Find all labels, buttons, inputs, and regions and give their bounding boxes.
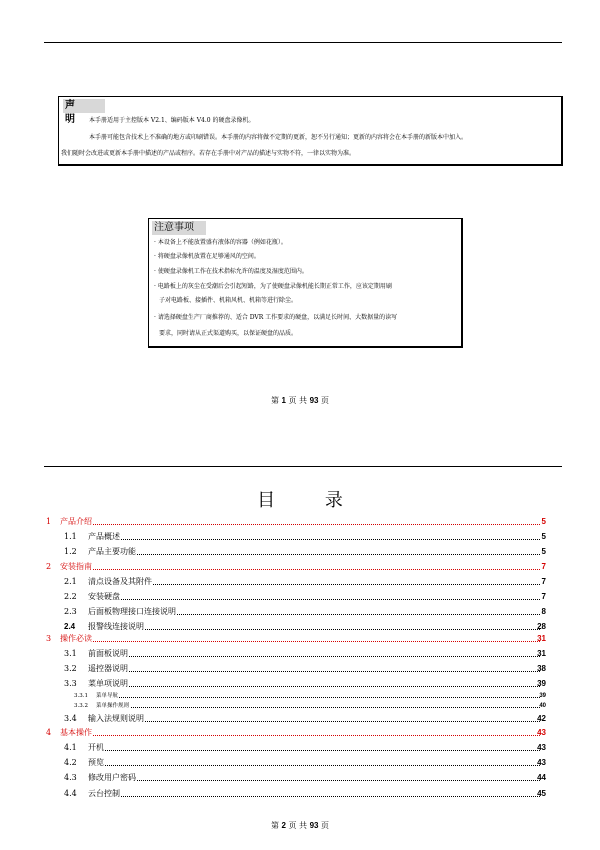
toc-leader-dots <box>88 656 540 657</box>
toc-entry-number: 4.1 <box>64 743 77 752</box>
toc-entry-title: 菜单导航 <box>96 690 119 702</box>
toc-entry[interactable] <box>46 663 546 675</box>
toc-entry[interactable] <box>46 591 546 603</box>
toc-entry-page: 7 <box>541 592 546 601</box>
toc-entry-page: 5 <box>541 547 546 556</box>
toc-entry-title: 产品主要功能 <box>88 547 136 556</box>
toc-entry-title: 产品概述 <box>88 532 120 541</box>
page2-footer: 第 2 页 共 93 页 <box>270 821 330 830</box>
toc-leader-dots <box>88 765 540 766</box>
toc-entry-number: 3.1 <box>64 649 77 658</box>
toc-entry-title: 报警线连接说明 <box>88 622 144 631</box>
toc-entry-title: 遥控器说明 <box>88 664 128 673</box>
cautions-box <box>148 218 463 348</box>
toc-entry-title: 云台控制 <box>88 789 120 798</box>
toc-entry[interactable] <box>46 561 546 573</box>
toc-entry[interactable] <box>46 648 546 660</box>
notice-line-2: 本手册可能包含技术上不准确的地方或印刷错误。本手册的内容将做不定期的更新，恕不另行通知；更新的内容将会在本手册的新版本中加入。 <box>89 134 468 141</box>
toc-entry[interactable] <box>46 788 546 800</box>
toc-entry[interactable] <box>46 742 546 754</box>
toc-entry-page: 43 <box>537 743 546 752</box>
toc-entry-number: 3.3.2 <box>74 703 88 709</box>
toc-entry-title: 菜单项说明 <box>88 679 128 688</box>
toc-entry-number: 2.4 <box>64 622 76 631</box>
toc-entry-title: 预览 <box>88 758 104 767</box>
toc-entry-page: 7 <box>541 562 546 571</box>
toc-entry-page: 40 <box>539 703 546 709</box>
toc-leader-dots <box>60 524 540 525</box>
toc-entry[interactable] <box>46 700 546 712</box>
page1-total: 93 <box>309 396 319 405</box>
toc-entry-page: 44 <box>537 773 546 782</box>
page1-number: 1 <box>281 396 286 405</box>
toc-entry-title: 产品介绍 <box>60 517 92 526</box>
toc-entry-number: 3.3.1 <box>74 693 88 699</box>
toc-leader-dots <box>88 554 540 555</box>
caution-item: 要求，同时请从正式渠道购买，以保证硬盘的品质。 <box>159 330 298 337</box>
caution-item: · 使硬盘录像机工作在技术指标允许的温度及湿度范围内。 <box>154 268 308 275</box>
caution-item: 子对电路板、接插件、机箱风机、机箱等进行除尘。 <box>159 297 298 304</box>
toc-leader-dots <box>88 780 540 781</box>
toc-entry-page: 28 <box>537 622 546 631</box>
toc-entry-number: 2.2 <box>64 592 77 601</box>
toc-entry-number: 4.2 <box>64 758 77 767</box>
toc-entry-number: 4 <box>46 728 52 737</box>
toc-leader-dots <box>88 750 540 751</box>
toc-entry-page: 43 <box>537 728 546 737</box>
toc-entry-page: 5 <box>541 517 546 526</box>
toc-entry-title: 清点设备及其附件 <box>88 577 152 586</box>
toc-entry-number: 3.4 <box>64 714 77 723</box>
toc-entry-page: 42 <box>537 714 546 723</box>
cautions-title: 注意事项 <box>152 221 206 235</box>
toc-entry[interactable] <box>46 713 546 725</box>
page2-number: 2 <box>281 821 286 830</box>
toc-entry-number: 4.4 <box>64 789 77 798</box>
toc-entry-title: 操作必读 <box>60 634 92 643</box>
toc-leader-dots <box>88 796 540 797</box>
toc-leader-dots <box>96 697 540 698</box>
toc-entry-number: 3.2 <box>64 664 77 673</box>
toc-leader-dots <box>88 686 540 687</box>
toc-entry-title: 开机 <box>88 743 104 752</box>
toc-entry-title: 菜单操作规则 <box>96 700 130 712</box>
notice-line-1: 本手册适用于主控版本 V2.1、编码版本 V4.0 的硬盘录像机。 <box>89 117 255 124</box>
toc-entry-number: 3 <box>46 634 52 643</box>
toc-leader-dots <box>96 707 540 708</box>
toc-leader-dots <box>88 539 540 540</box>
toc-leader-dots <box>60 641 540 642</box>
toc-entry-number: 2.3 <box>64 607 77 616</box>
toc-entry[interactable] <box>46 633 546 645</box>
caution-item: · 将硬盘录像机放置在足够通风的空间。 <box>154 253 260 260</box>
caution-item: · 本设备上不能放置盛有液体的容器（例如花瓶）。 <box>154 239 287 246</box>
page2-total: 93 <box>309 821 319 830</box>
toc-entry-number: 1.1 <box>64 532 77 541</box>
toc-leader-dots <box>88 721 540 722</box>
toc-entry-page: 39 <box>537 679 546 688</box>
toc-leader-dots <box>88 584 540 585</box>
toc-leader-dots <box>88 671 540 672</box>
toc-entry[interactable] <box>46 727 546 739</box>
toc-entry-page: 38 <box>537 664 546 673</box>
toc-entry-number: 1 <box>46 517 52 526</box>
toc-leader-dots <box>88 599 540 600</box>
toc-entry[interactable] <box>46 621 546 633</box>
toc-entry-title: 基本操作 <box>60 728 92 737</box>
toc-entry[interactable] <box>46 757 546 769</box>
toc-entry-page: 7 <box>541 577 546 586</box>
notice-box <box>58 96 563 166</box>
toc-entry-page: 31 <box>537 649 546 658</box>
toc-entry-title: 安装指南 <box>60 562 92 571</box>
toc-entry-title: 前面板说明 <box>88 649 128 658</box>
toc-entry[interactable] <box>46 606 546 618</box>
toc-entry-number: 3.3 <box>64 679 77 688</box>
toc-entry[interactable] <box>46 576 546 588</box>
caution-item: · 请选择硬盘生产厂商推荐的、适合 DVR 工作要求的硬盘，以满足长时间、大数据量的读写 <box>154 314 398 321</box>
toc-leader-dots <box>60 569 540 570</box>
toc-entry[interactable] <box>46 531 546 543</box>
toc-entry[interactable] <box>46 546 546 558</box>
toc-entry-title: 后面板物理接口连接说明 <box>88 607 176 616</box>
toc-title: 目 录 <box>257 490 365 511</box>
toc-entry-page: 43 <box>537 758 546 767</box>
toc-entry-page: 39 <box>539 693 546 699</box>
toc-entry-page: 5 <box>541 532 546 541</box>
toc-entry-number: 2.1 <box>64 577 77 586</box>
toc-entry-page: 45 <box>537 789 546 798</box>
toc-entry-page: 8 <box>541 607 546 616</box>
toc-entry-title: 安装硬盘 <box>88 592 120 601</box>
notice-line-3: 我们随时会改进或更新本手册中描述的产品或程序。若存在手册中对产品的描述与实物不符，一律以实物为准。 <box>61 150 356 157</box>
toc-entry[interactable] <box>46 678 546 690</box>
toc-leader-dots <box>60 735 540 736</box>
toc-entry[interactable] <box>46 772 546 784</box>
toc-entry-title: 修改用户密码 <box>88 773 136 782</box>
toc-entry[interactable] <box>46 516 546 528</box>
toc-entry-page: 31 <box>537 634 546 643</box>
page1-footer: 第 1 页 共 93 页 <box>270 396 330 405</box>
toc-entry-title: 输入法规则说明 <box>88 714 144 723</box>
page1-top-rule <box>44 42 562 43</box>
caution-item: · 电路板上的灰尘在受潮后会引起短路，为了使硬盘录像机能长期正常工作，应该定期用刷 <box>154 283 392 290</box>
toc-entry-number: 2 <box>46 562 52 571</box>
toc-entry-number: 1.2 <box>64 547 77 556</box>
toc-leader-dots <box>88 629 540 630</box>
toc-entry-number: 4.3 <box>64 773 77 782</box>
page2-top-rule <box>44 466 562 467</box>
notice-title: 声 明 <box>63 99 105 113</box>
